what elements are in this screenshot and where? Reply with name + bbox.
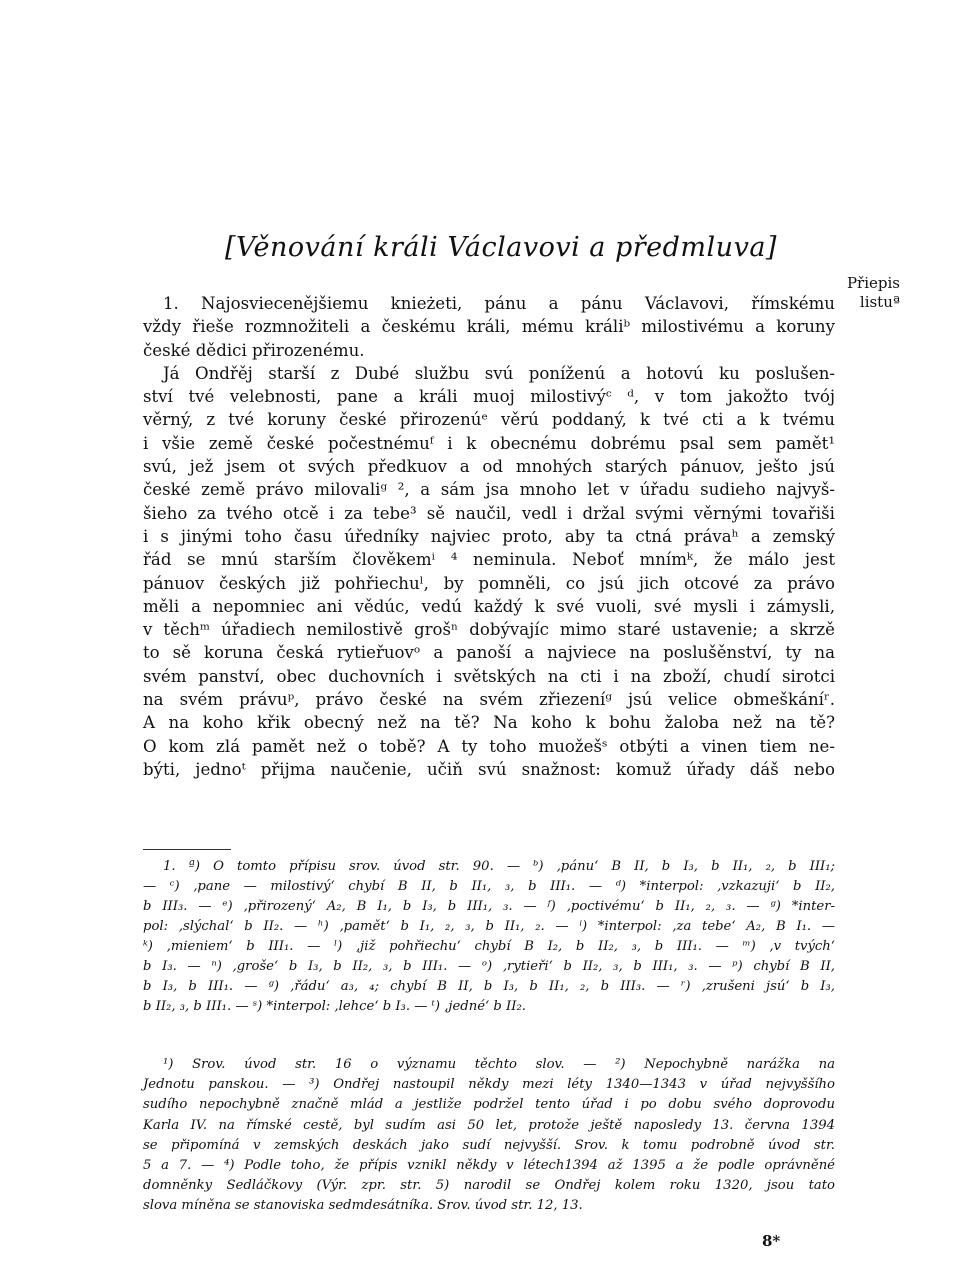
text-line: české dědici přirozenému. <box>143 340 365 360</box>
footnote-line: Jednotu panskou. — ³) Ondřej nastoupil někdy mezi léty 1340—1343 v úřad nejvyššího <box>143 1077 835 1093</box>
footnote-separator <box>143 849 231 850</box>
text-line: vždy řieše rozmnožiteli a českému králi, mému králiᵇ milostivému a koruny <box>143 317 835 337</box>
footnote-line: — ᶜ) ‚pane — milostivý‘ chybí B II, b II₁, ₃, b III₁. — ᵈ) *interpol: ‚vzkazuji‘ b II₂, <box>143 879 835 894</box>
text-line: pánuov českých již pohřiechuˡ, by pomněli, co jsú jich otcové za právo <box>143 573 835 593</box>
footnote-line: sudího nepochybně značně mlád a jestliže podržel tento úřad i po dobu svého doprovodu <box>143 1097 835 1113</box>
footnote-line: pol: ‚slýchal‘ b II₂. — ʰ) ‚pamět‘ b I₁, ₂, ₃, b II₁, ₂. — ⁱ) *interpol: ‚za tebe‘ A₂, B I₁. — <box>143 919 835 934</box>
footnote-line: b I₃. — ⁿ) ‚groše‘ b I₃, b II₂, ₃, b III₁. — ᵒ) ‚rytieři‘ b II₂, ₃, b III₁, ₃. — ᵖ) chybí B II, <box>143 959 835 974</box>
margin-note-line: Přiepis <box>846 274 900 292</box>
variant-footnotes <box>143 857 835 1017</box>
footnote-line: ¹) Srov. úvod str. 16 o významu těchto slov. — ²) Nepochybně narážka na <box>163 1057 835 1072</box>
text-line: na svém právuᵖ, právo české na svém zřiezeníᵍ jsú velice obmeškáníʳ. <box>143 690 835 710</box>
text-line: i všie země české počestnémuᶠ i k obecnému dobrému psal sem pamět¹ <box>143 433 835 453</box>
text-line: býti, jednoᵗ přijma naučenie, učiň svú snažnost: komuž úřady dáš nebo <box>143 759 835 779</box>
footnote-line: Karla IV. na římské cestě, byl sudím asi 50 let, protože ještě naposledy 13. června 1394 <box>143 1117 835 1133</box>
text-line: ství tvé velebnosti, pane a králi muoj milostivýᶜ ᵈ, v tom jakožto tvój <box>143 387 835 407</box>
text-line: O kom zlá pamět než o tobě? A ty toho muožešˢ otbýti a vinen tiem ne- <box>143 736 835 756</box>
factual-footnotes <box>143 1055 835 1217</box>
page-number: 8* <box>762 1232 781 1250</box>
text-line: české země právo milovaliᵍ ², a sám jsa mnoho let v úřadu sudieho najvyš- <box>143 480 835 500</box>
footnote-line: domněnky Sedláčkovy (Výr. zpr. str. 5) narodil se Ondřej kolem roku 1320, jsou tato <box>143 1178 835 1194</box>
footnote-line: 5 a 7. — ⁴) Podle toho, že přípis vznikl někdy v létech1394 až 1395 a že podle oprávněné <box>143 1157 835 1173</box>
text-line: věrný, z tvé koruny české přirozenúᵉ věrú poddaný, k tvé cti a k tvému <box>143 410 835 430</box>
text-line: řád se mnú starším člověkemⁱ ⁴ neminula. Neboť mnímᵏ, že málo jest <box>143 550 835 570</box>
main-text <box>143 292 835 781</box>
text-line: 1. Najosviecenějšiemu knieżeti, pánu a pánu Václavovi, římskému <box>163 294 835 313</box>
footnote-line: slova míněna se stanoviska sedmdesátníka. Srov. úvod str. 12, 13. <box>143 1198 583 1214</box>
footnote-line: 1. ª) O tomto přípisu srov. úvod str. 90. — ᵇ) ‚pánu‘ B II, b I₃, b II₁, ₂, b III₁; <box>163 859 835 874</box>
footnote-line: b II₂, ₃, b III₁. — ˢ) *interpol: ‚lehce‘ b I₃. — ᵗ) ‚jedné‘ b II₂. <box>143 999 526 1014</box>
text-line: i s jinými toho času úředníky najviec proto, aby ta ctná právaʰ a zemský <box>143 526 835 546</box>
margin-note-line: listuª <box>859 293 900 311</box>
text-line: Já Ondřěj starší z Dubé službu svú poníženú a hotovú ku poslušen- <box>163 363 835 383</box>
text-line: svém panství, obec duchovních i světských na cti i na zboží, chudí sirotci <box>143 666 835 686</box>
text-line: v těchᵐ úřadiech nemilostivě grošⁿ dobývajíc mimo staré ustavenie; a skrzě <box>143 620 835 640</box>
text-line: A na koho křik obecný než na tě? Na koho k bohu žaloba než na tě? <box>143 713 835 733</box>
text-line: to sě koruna česká rytieřuovᵒ a panoší a najviece na poslušěnství, ty na <box>143 643 835 663</box>
footnote-line: se připomíná v zemských deskách jako sudí nejvyšší. Srov. k tomu podrobně úvod str. <box>143 1137 835 1153</box>
text-line: šieho za tvého otcě i za tebe³ sě naučil, vedl i držal svými věrnými tovařiši <box>143 503 835 523</box>
footnote-line: ᵏ) ‚mieniem‘ b III₁. — ˡ) ‚již pohřiechu‘ chybí B I₂, b II₂, ₃, b III₁. — ᵐ) ‚v tvých‘ <box>143 939 835 954</box>
chapter-title: [Věnování králi Václavovi a předmluva] <box>225 232 777 263</box>
text-line: měli a nepomniec ani vědúc, vedú každý k své vuoli, své mysli i zámysli, <box>143 596 835 616</box>
footnote-line: b I₃, b III₁. — ᵍ) ‚řádu‘ a₃, ₄; chybí B II, b I₃, b II₁, ₂, b III₃. — ʳ) ‚zrušeni jsú‘ b I₃, <box>143 979 835 994</box>
margin-note <box>832 274 900 312</box>
footnote-line: b III₃. — ᵉ) ‚přirozený‘ A₂, B I₁, b I₃, b III₁, ₃. — ᶠ) ‚poctivému‘ b II₁, ₂, ₃. — ᵍ) *inter- <box>143 899 835 914</box>
text-line: svú, jež jsem ot svých předkuov a od mnohých starých pánuov, ješto jsú <box>143 457 835 477</box>
